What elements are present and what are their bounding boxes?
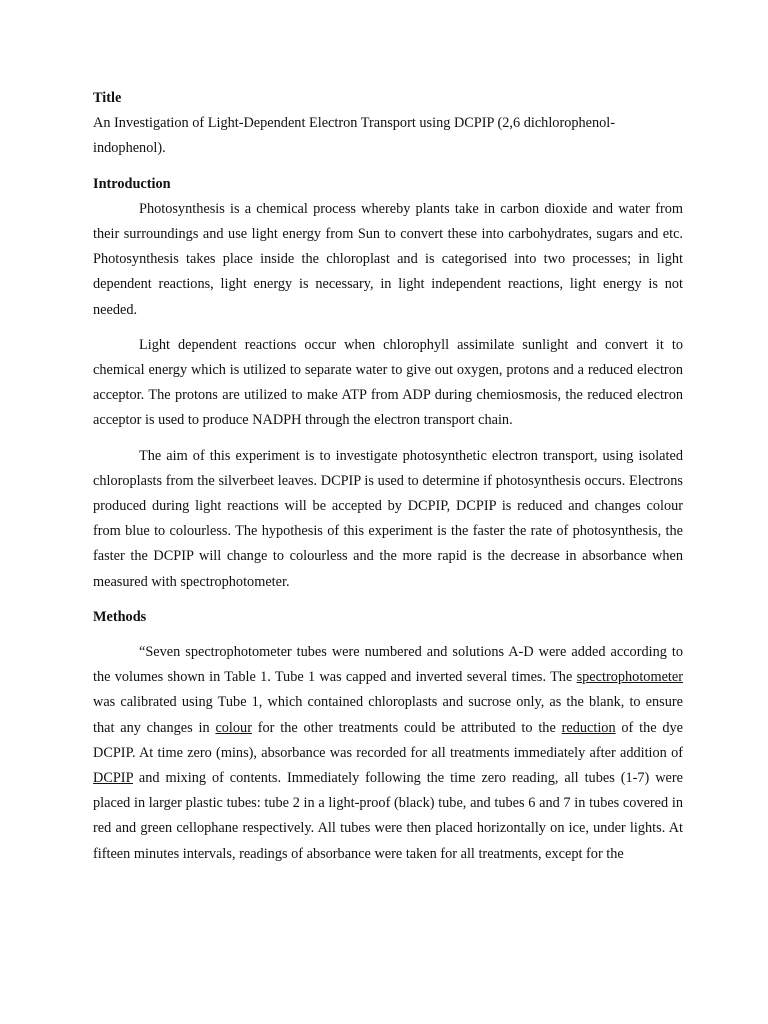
underlined-term-spectrophotometer: spectrophotometer	[576, 669, 683, 686]
methods-text-4: of the dye DCPIP. At time zero (mins), absorbance was recorded for all treatments immediately after addition of	[93, 719, 684, 761]
intro-paragraph-1: Photosynthesis is a chemical process whereby plants take in carbon dioxide and water from their surroundings and use light energy from Sun to convert these into carbohydrates, sugars and etc. Photosynthesis takes place inside the chloroplast and is categorised into two processes; in light dependent reactions, light energy is necessary, in light independent reactions, light energy is not needed.	[93, 200, 683, 318]
methods-text-3: for the other treatments could be attributed to the	[251, 719, 562, 736]
underlined-term-reduction: reduction	[561, 719, 616, 736]
methods-text-2: was calibrated using Tube 1, which contained chloroplasts and sucrose only, as the blank, to ensure that any changes in	[93, 694, 683, 736]
intro-paragraph-3: The aim of this experiment is to investigate photosynthetic electron transport, using isolated chloroplasts from the silverbeet leaves. DCPIP is used to determine if photosynthesis occurs. Electrons produced during light reactions will be accepted by DCPIP, DCPIP is reduced and changes colour from blue to colourless. The hypothesis of this experiment is the faster the rate of photosynthesis, the faster the DCPIP will change to colourless and the more rapid is the decrease in absorbance when measured with spectrophotometer.	[93, 447, 683, 590]
title-heading: Title	[93, 90, 122, 106]
underlined-term-dcpip: DCPIP	[93, 770, 133, 787]
methods-paragraph	[93, 640, 683, 867]
intro-paragraph-2: Light dependent reactions occur when chlorophyll assimilate sunlight and convert it to chemical energy which is utilized to separate water to give out oxygen, protons and a reduced electron acceptor. The protons are utilized to make ATP from ADP during chemiosmosis, the reduced electron acceptor is used to produce NADPH through the electron transport chain.	[93, 336, 683, 429]
title-text: An Investigation of Light-Dependent Electron Transport using DCPIP (2,6 dichlorophenol-indophenol).	[93, 115, 616, 157]
document-page	[93, 86, 683, 867]
underlined-term-colour: colour	[215, 719, 252, 736]
methods-text-1: “Seven spectrophotometer tubes were numbered and solutions A-D were added according to the volumes shown in Table 1. Tube 1 was capped and inverted several times. The	[93, 644, 683, 686]
methods-text-5: and mixing of contents. Immediately following the time zero reading, all tubes (1-7) were placed in larger plastic tubes: tube 2 in a light-proof (black) tube, and tubes 6 and 7 in tubes covered in red and green cellophane respectively. All tubes were then placed horizontally on ice, under lights. At fifteen minutes intervals, readings of absorbance were taken for all treatments, except for the	[93, 770, 683, 862]
methods-heading: Methods	[93, 608, 147, 625]
introduction-heading: Introduction	[93, 175, 171, 192]
